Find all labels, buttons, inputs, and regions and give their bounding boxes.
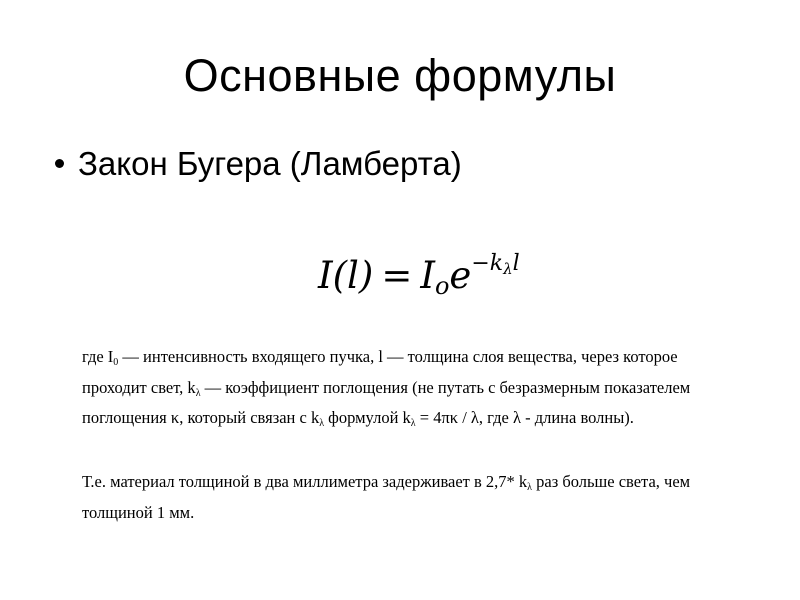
definition-text-2: — интенсивность входящего пучка, l — толщина слоя вещества, через которое проходит свет, k xyxy=(82,347,678,397)
definition-text-3: — коэффициент поглощения (не путать с безразмерным показателем поглощения κ, который связан с k xyxy=(82,377,691,427)
formula-exponent-l: l xyxy=(512,251,520,276)
formula-exp-base: e xyxy=(449,254,472,297)
definition-subscript-4: λ xyxy=(410,418,416,429)
bullet-text: Закон Бугера (Ламберта) xyxy=(78,145,462,182)
formula-base-subscript: o xyxy=(434,272,450,300)
formula-exponent xyxy=(471,251,519,276)
bullet-item xyxy=(55,142,462,186)
example-paragraph xyxy=(82,470,742,525)
bullet-dot-icon xyxy=(55,159,64,168)
example-text-1: Т.е. материал толщиной в два миллиметра задерживает в 2,7* k xyxy=(82,472,528,491)
formula-base: I xyxy=(420,254,435,297)
definition-subscript-2: λ xyxy=(195,387,201,399)
definition-text-5: = 4πκ / λ, где λ - длина волны). xyxy=(415,408,634,427)
definition-subscript-1: 0 xyxy=(113,357,119,368)
example-text-2: раз больше света, чем толщиной 1 мм. xyxy=(82,472,691,522)
formula xyxy=(318,240,520,310)
definition-subscript-3: λ xyxy=(319,418,325,429)
example-subscript-1: λ xyxy=(527,482,533,493)
definition-text-4: формулой k xyxy=(324,408,411,427)
definition-paragraph xyxy=(82,345,742,437)
formula-exponent-k: −k xyxy=(471,251,504,276)
formula-lhs: I(l) xyxy=(318,254,374,297)
slide-title: Основные формулы xyxy=(183,50,617,101)
formula-equals: = xyxy=(381,254,413,297)
definition-text-1: где I xyxy=(82,347,114,366)
formula-exponent-subscript: λ xyxy=(503,260,513,278)
